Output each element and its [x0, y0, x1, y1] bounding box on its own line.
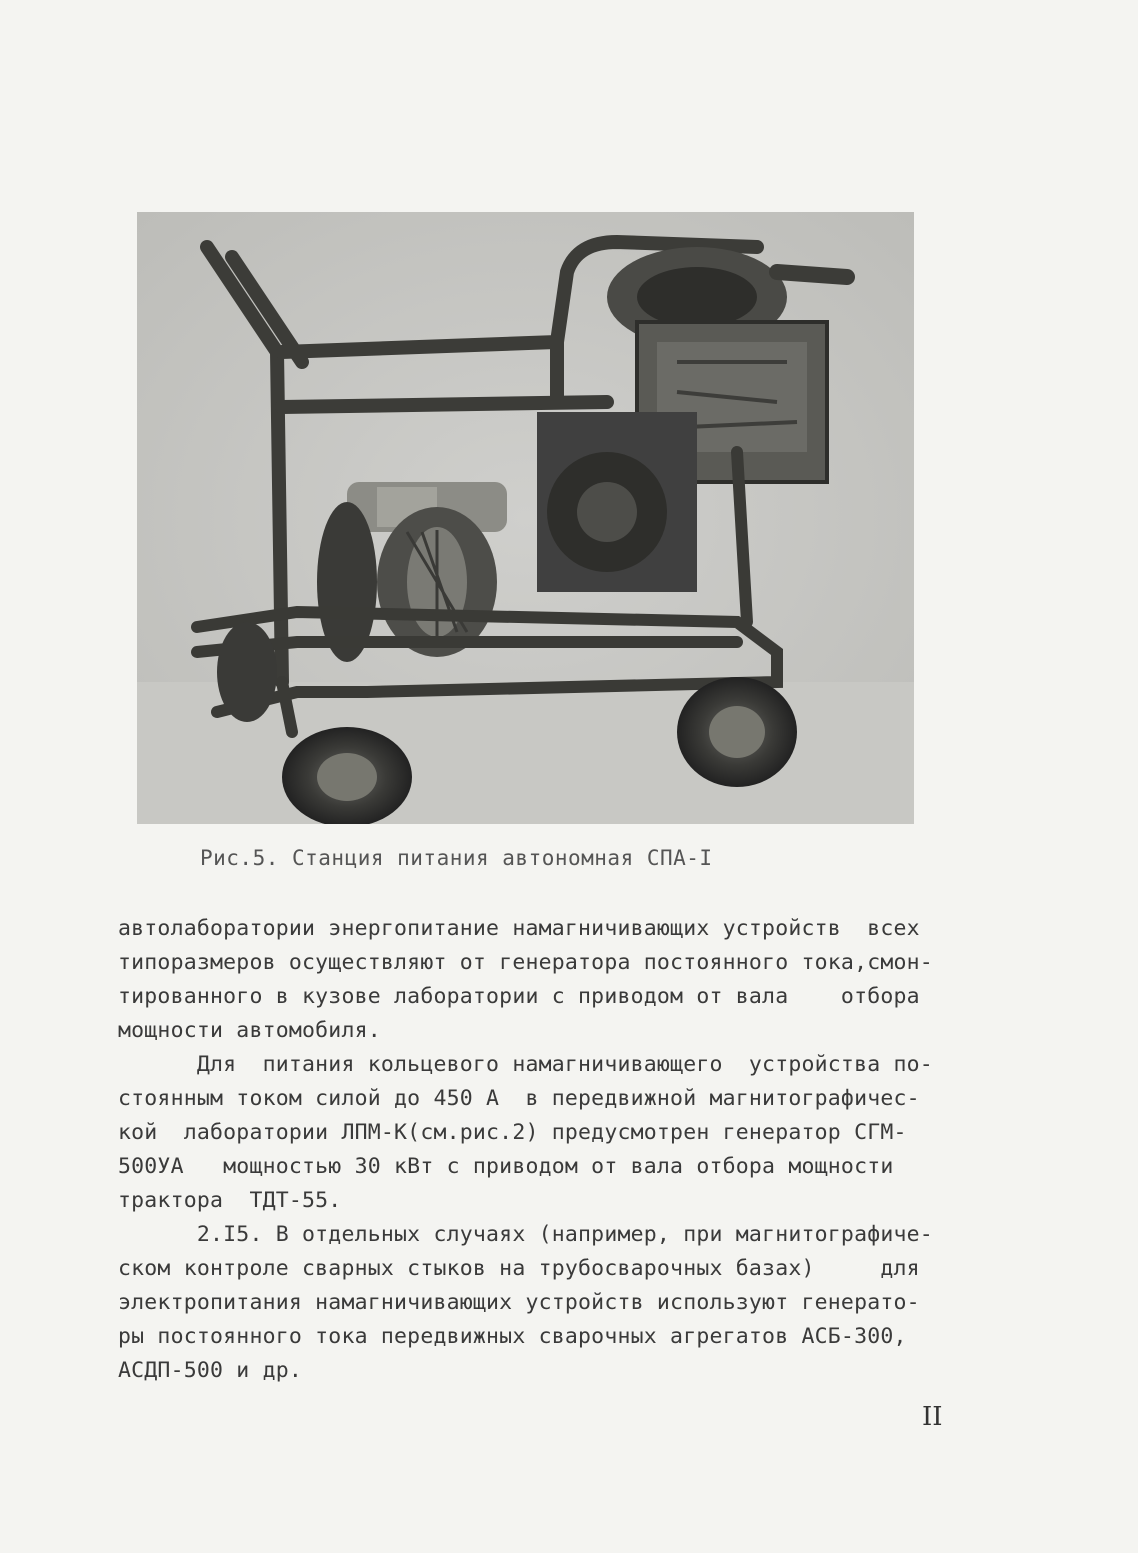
figure-caption: Рис.5. Станция питания автономная СПА-I: [200, 846, 713, 870]
text-line: 500УА мощностью 30 кВт с приводом от вала отбора мощности: [118, 1154, 894, 1179]
page-number: II: [922, 1402, 943, 1432]
text-line: тированного в кузове лаборатории с приводом от вала отбора: [118, 984, 920, 1009]
text-line: типоразмеров осуществляют от генератора постоянного тока,смон-: [118, 950, 933, 975]
text-line: АСДП-500 и др.: [118, 1358, 303, 1383]
text-line: стоянным током силой до 450 А в передвижной магнитографичес-: [118, 1086, 920, 1111]
text-line: электропитания намагничивающих устройств используют генерато-: [118, 1290, 920, 1315]
power-station-photo-illustration: [137, 212, 914, 824]
text-line: ры постоянного тока передвижных сварочных агрегатов АСБ-300,: [118, 1324, 907, 1349]
text-line: 2.I5. В отдельных случаях (например, при магнитографиче-: [118, 1222, 933, 1247]
text-line: мощности автомобиля.: [118, 1018, 381, 1043]
text-line: кой лаборатории ЛПМ-К(см.рис.2) предусмотрен генератор СГМ-: [118, 1120, 907, 1145]
body-text: [118, 912, 953, 1388]
text-line: трактора ТДТ-55.: [118, 1188, 342, 1213]
text-line: ском контроле сварных стыков на трубосварочных базах) для: [118, 1256, 920, 1281]
text-line: автолаборатории энергопитание намагничивающих устройств всех: [118, 916, 920, 941]
text-line: Для питания кольцевого намагничивающего устройства по-: [118, 1052, 933, 1077]
equipment-photo: [137, 212, 914, 824]
